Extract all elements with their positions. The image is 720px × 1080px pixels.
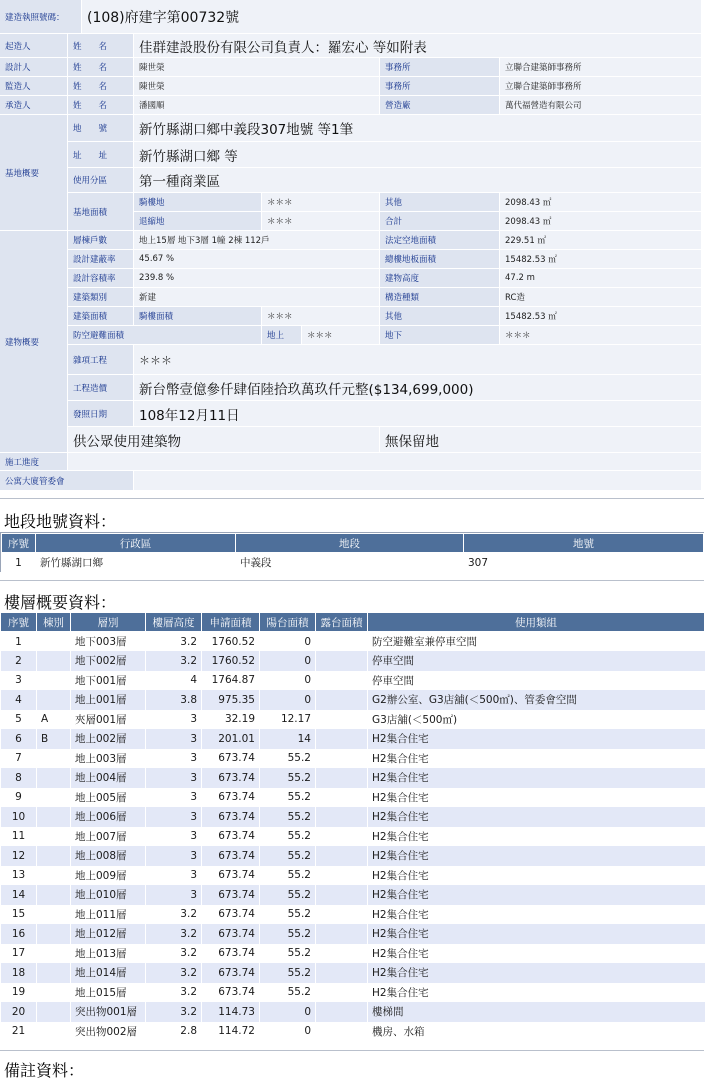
site-setback: ＊＊＊ xyxy=(262,212,380,231)
floor-area-value: 15482.53 ㎡ xyxy=(500,250,702,269)
floor-cell-terrace xyxy=(316,963,368,983)
floor-cell-terrace xyxy=(316,788,368,808)
floor-cell-building xyxy=(37,651,71,671)
floor-cell-area: 1760.52 xyxy=(202,651,260,671)
supervisor-name-label: 姓 名 xyxy=(68,77,134,96)
far-value: 239.8 % xyxy=(134,269,380,288)
floor-cell-usage: H2集合住宅 xyxy=(368,749,705,769)
land-header-lot: 地號 xyxy=(464,534,704,553)
floor-cell-level: 突出物001層 xyxy=(71,1002,146,1022)
floors-header-level: 層別 xyxy=(71,613,146,632)
site-total: 2098.43 ㎡ xyxy=(500,212,702,231)
floor-cell-no: 19 xyxy=(1,983,37,1003)
floor-row xyxy=(1,905,705,925)
floor-cell-balcony: 55.2 xyxy=(260,944,316,964)
floor-cell-level: 突出物002層 xyxy=(71,1022,146,1042)
floor-cell-area: 673.74 xyxy=(202,827,260,847)
floor-cell-usage: H2集合住宅 xyxy=(368,846,705,866)
section-divider xyxy=(0,580,704,581)
build-area-label: 建築面積 xyxy=(68,307,134,326)
land-header-no: 序號 xyxy=(2,534,36,553)
floor-row xyxy=(1,632,705,652)
floor-cell-area: 673.74 xyxy=(202,866,260,886)
floor-cell-no: 15 xyxy=(1,905,37,925)
floor-cell-usage: 樓梯間 xyxy=(368,1002,705,1022)
floor-cell-level: 地上009層 xyxy=(71,866,146,886)
floor-row xyxy=(1,710,705,730)
floor-cell-balcony: 55.2 xyxy=(260,788,316,808)
floor-cell-building xyxy=(37,827,71,847)
floor-cell-no: 20 xyxy=(1,1002,37,1022)
floor-cell-usage: H2集合住宅 xyxy=(368,729,705,749)
site-total-label: 合計 xyxy=(380,212,500,231)
floor-cell-height: 3 xyxy=(146,846,202,866)
floors-header-balcony: 陽台面積 xyxy=(260,613,316,632)
land-cell-district: 新竹縣湖口鄉 xyxy=(36,553,236,573)
floor-cell-terrace xyxy=(316,983,368,1003)
floor-cell-area: 114.72 xyxy=(202,1022,260,1042)
floor-cell-terrace xyxy=(316,827,368,847)
floor-cell-terrace xyxy=(316,846,368,866)
supervisor-office: 立聯合建築師事務所 xyxy=(500,77,702,96)
floor-cell-level: 地上001層 xyxy=(71,690,146,710)
site-arcade: ＊＊＊ xyxy=(262,193,380,212)
site-setback-label: 退縮地 xyxy=(134,212,262,231)
floor-cell-no: 13 xyxy=(1,866,37,886)
land-row xyxy=(2,553,704,573)
land-section-title: 地段地號資料： xyxy=(4,512,117,531)
floors-header-no: 序號 xyxy=(1,613,37,632)
floor-cell-usage: H2集合住宅 xyxy=(368,827,705,847)
floor-cell-usage: H2集合住宅 xyxy=(368,963,705,983)
floor-cell-terrace xyxy=(316,1022,368,1042)
section-divider xyxy=(0,1050,704,1051)
floors-header-terrace: 露台面積 xyxy=(316,613,368,632)
floor-cell-terrace xyxy=(316,807,368,827)
floor-cell-building xyxy=(37,905,71,925)
floor-cell-balcony: 0 xyxy=(260,632,316,652)
remarks-section-title: 備註資料： xyxy=(4,1061,85,1080)
floor-cell-no: 12 xyxy=(1,846,37,866)
floor-cell-terrace xyxy=(316,632,368,652)
floor-cell-area: 673.74 xyxy=(202,768,260,788)
floor-row xyxy=(1,1002,705,1022)
floor-cell-usage: H2集合住宅 xyxy=(368,866,705,886)
floor-cell-balcony: 12.17 xyxy=(260,710,316,730)
floor-cell-level: 地下001層 xyxy=(71,671,146,691)
floor-cell-height: 3.2 xyxy=(146,632,202,652)
floor-row xyxy=(1,749,705,769)
category-value: 新建 xyxy=(134,288,380,307)
misc-label: 雜項工程 xyxy=(68,345,134,375)
floor-cell-level: 地上004層 xyxy=(71,768,146,788)
floor-row xyxy=(1,729,705,749)
floor-cell-level: 地上003層 xyxy=(71,749,146,769)
floor-cell-no: 21 xyxy=(1,1022,37,1042)
designer-office: 立聯合建築師事務所 xyxy=(500,58,702,77)
floor-cell-usage: H2集合住宅 xyxy=(368,983,705,1003)
floor-cell-building xyxy=(37,846,71,866)
floors-section-title: 樓層概要資料： xyxy=(4,593,117,612)
floor-area-label: 總樓地板面積 xyxy=(380,250,500,269)
other-area-value: 15482.53 ㎡ xyxy=(500,307,702,326)
arcade-area-value: ＊＊＊ xyxy=(262,307,380,326)
floor-cell-no: 16 xyxy=(1,924,37,944)
floor-cell-level: 地上002層 xyxy=(71,729,146,749)
floor-row xyxy=(1,671,705,691)
floor-cell-height: 3 xyxy=(146,827,202,847)
floor-cell-area: 1764.87 xyxy=(202,671,260,691)
floor-cell-height: 3.2 xyxy=(146,905,202,925)
supervisor-office-label: 事務所 xyxy=(380,77,500,96)
floor-cell-area: 673.74 xyxy=(202,846,260,866)
floor-cell-balcony: 55.2 xyxy=(260,905,316,925)
floor-cell-no: 11 xyxy=(1,827,37,847)
floor-cell-building xyxy=(37,788,71,808)
floor-cell-height: 3 xyxy=(146,788,202,808)
floor-cell-level: 地下003層 xyxy=(71,632,146,652)
floors-table-frame xyxy=(0,612,704,1042)
section-divider xyxy=(0,498,704,499)
floor-cell-balcony: 55.2 xyxy=(260,963,316,983)
site-addr-label: 址 址 xyxy=(68,142,134,168)
floor-row xyxy=(1,788,705,808)
floor-cell-building xyxy=(37,944,71,964)
land-header-section: 地段 xyxy=(236,534,464,553)
date-label: 發照日期 xyxy=(68,401,134,427)
floor-cell-height: 4 xyxy=(146,671,202,691)
floor-cell-no: 5 xyxy=(1,710,37,730)
floor-cell-area: 673.74 xyxy=(202,788,260,808)
floor-cell-height: 3.2 xyxy=(146,1002,202,1022)
floor-cell-building xyxy=(37,983,71,1003)
floors-header-building: 棟別 xyxy=(37,613,71,632)
height-label: 建物高度 xyxy=(380,269,500,288)
floor-cell-area: 673.74 xyxy=(202,944,260,964)
floors-label: 層棟戶數 xyxy=(68,231,134,250)
cost-label: 工程造價 xyxy=(68,375,134,401)
date-value: 108年12月11日 xyxy=(134,401,702,427)
coverage-label: 設計建蔽率 xyxy=(68,250,134,269)
floor-cell-building xyxy=(37,866,71,886)
floor-cell-balcony: 55.2 xyxy=(260,846,316,866)
floor-cell-usage: H2集合住宅 xyxy=(368,788,705,808)
floor-cell-terrace xyxy=(316,924,368,944)
shelter-above-label: 地上 xyxy=(262,326,302,345)
floor-cell-level: 地上011層 xyxy=(71,905,146,925)
reserved-land-value: 無保留地 xyxy=(380,427,702,453)
floors-header-height: 樓層高度 xyxy=(146,613,202,632)
height-value: 47.2 m xyxy=(500,269,702,288)
misc-value: ＊＊＊ xyxy=(134,345,702,375)
building-group-label: 建物概要 xyxy=(0,231,68,453)
structure-label: 構造種類 xyxy=(380,288,500,307)
floor-cell-balcony: 0 xyxy=(260,1002,316,1022)
floor-cell-terrace xyxy=(316,729,368,749)
floor-cell-usage: 停車空間 xyxy=(368,671,705,691)
floor-cell-area: 673.74 xyxy=(202,885,260,905)
floor-row xyxy=(1,1022,705,1042)
floor-cell-area: 673.74 xyxy=(202,905,260,925)
floor-cell-balcony: 0 xyxy=(260,671,316,691)
floor-cell-terrace xyxy=(316,768,368,788)
supervisor-name: 陳世榮 xyxy=(134,77,380,96)
floor-row xyxy=(1,846,705,866)
designer-name: 陳世榮 xyxy=(134,58,380,77)
floor-cell-level: 夾層001層 xyxy=(71,710,146,730)
floor-cell-no: 8 xyxy=(1,768,37,788)
contractor-office: 萬代福營造有限公司 xyxy=(500,96,702,115)
floor-cell-balcony: 0 xyxy=(260,1022,316,1042)
floor-cell-level: 地上015層 xyxy=(71,983,146,1003)
floor-row xyxy=(1,963,705,983)
designer-role: 設計人 xyxy=(0,58,68,77)
floor-cell-height: 3 xyxy=(146,807,202,827)
supervisor-role: 監造人 xyxy=(0,77,68,96)
floor-cell-usage: H2集合住宅 xyxy=(368,885,705,905)
floor-cell-usage: G2辦公室、G3店舖(＜500㎡)、管委會空間 xyxy=(368,690,705,710)
floor-cell-usage: H2集合住宅 xyxy=(368,768,705,788)
designer-name-label: 姓 名 xyxy=(68,58,134,77)
floor-cell-building xyxy=(37,690,71,710)
floor-cell-balcony: 0 xyxy=(260,651,316,671)
open-space-label: 法定空地面積 xyxy=(380,231,500,250)
floor-cell-area: 673.74 xyxy=(202,749,260,769)
floor-cell-no: 2 xyxy=(1,651,37,671)
floor-cell-balcony: 55.2 xyxy=(260,983,316,1003)
floor-cell-height: 3.2 xyxy=(146,944,202,964)
site-addr: 新竹縣湖口鄉 等 xyxy=(134,142,702,168)
floor-cell-no: 14 xyxy=(1,885,37,905)
floor-cell-height: 3 xyxy=(146,768,202,788)
floor-cell-usage: 防空避難室兼停車空間 xyxy=(368,632,705,652)
floor-cell-usage: H2集合住宅 xyxy=(368,924,705,944)
floor-cell-building: A xyxy=(37,710,71,730)
owner-name: 佳群建設股份有限公司負責人：羅宏心 等如附表 xyxy=(134,34,702,58)
floor-cell-terrace xyxy=(316,944,368,964)
structure-value: RC造 xyxy=(500,288,702,307)
floor-cell-height: 3.2 xyxy=(146,924,202,944)
site-other: 2098.43 ㎡ xyxy=(500,193,702,212)
designer-office-label: 事務所 xyxy=(380,58,500,77)
floor-cell-building xyxy=(37,1002,71,1022)
site-arcade-label: 騎樓地 xyxy=(134,193,262,212)
floor-cell-level: 地上013層 xyxy=(71,944,146,964)
floor-cell-no: 3 xyxy=(1,671,37,691)
floor-cell-height: 3.2 xyxy=(146,983,202,1003)
floor-cell-no: 6 xyxy=(1,729,37,749)
committee-label: 公寓大廈管委會 xyxy=(0,471,134,491)
contractor-office-label: 營造廠 xyxy=(380,96,500,115)
shelter-label: 防空避難面積 xyxy=(68,326,262,345)
floor-cell-no: 17 xyxy=(1,944,37,964)
site-zone-label: 使用分區 xyxy=(68,168,134,193)
public-use-value: 供公眾使用建築物 xyxy=(68,427,380,453)
floor-cell-terrace xyxy=(316,690,368,710)
committee-value xyxy=(134,471,702,491)
floor-cell-terrace xyxy=(316,651,368,671)
floor-cell-balcony: 14 xyxy=(260,729,316,749)
arcade-area-label: 騎樓面積 xyxy=(134,307,262,326)
floor-cell-level: 地上005層 xyxy=(71,788,146,808)
floor-row xyxy=(1,885,705,905)
floor-cell-balcony: 55.2 xyxy=(260,827,316,847)
floor-cell-usage: G3店舖(＜500㎡) xyxy=(368,710,705,730)
floor-cell-terrace xyxy=(316,671,368,691)
floor-cell-building xyxy=(37,885,71,905)
floor-cell-balcony: 55.2 xyxy=(260,866,316,886)
land-header-district: 行政區 xyxy=(36,534,236,553)
permit-table xyxy=(0,0,720,500)
category-label: 建築類別 xyxy=(68,288,134,307)
floor-cell-no: 9 xyxy=(1,788,37,808)
floors-table xyxy=(0,612,705,1041)
floor-cell-building: B xyxy=(37,729,71,749)
floor-row xyxy=(1,807,705,827)
far-label: 設計容積率 xyxy=(68,269,134,288)
floor-cell-area: 114.73 xyxy=(202,1002,260,1022)
floor-cell-building xyxy=(37,924,71,944)
floor-cell-no: 10 xyxy=(1,807,37,827)
floor-cell-no: 7 xyxy=(1,749,37,769)
floor-cell-area: 673.74 xyxy=(202,963,260,983)
floor-cell-terrace xyxy=(316,905,368,925)
open-space-value: 229.51 ㎡ xyxy=(500,231,702,250)
site-zone: 第一種商業區 xyxy=(134,168,702,193)
floor-cell-height: 3.2 xyxy=(146,963,202,983)
floor-cell-area: 673.74 xyxy=(202,807,260,827)
floor-row xyxy=(1,827,705,847)
floor-cell-height: 3 xyxy=(146,885,202,905)
floor-cell-terrace xyxy=(316,710,368,730)
floors-header-area: 申請面積 xyxy=(202,613,260,632)
floor-cell-usage: 機房、水箱 xyxy=(368,1022,705,1042)
floor-cell-terrace xyxy=(316,749,368,769)
floor-cell-no: 18 xyxy=(1,963,37,983)
floor-cell-terrace xyxy=(316,885,368,905)
floor-row xyxy=(1,768,705,788)
floor-cell-area: 32.19 xyxy=(202,710,260,730)
floor-row xyxy=(1,944,705,964)
floor-cell-no: 1 xyxy=(1,632,37,652)
floor-row xyxy=(1,866,705,886)
site-area-label: 基地面積 xyxy=(68,193,134,231)
floor-cell-level: 地上010層 xyxy=(71,885,146,905)
floor-cell-level: 地下002層 xyxy=(71,651,146,671)
shelter-below-value: ＊＊＊ xyxy=(500,326,702,345)
floor-row xyxy=(1,983,705,1003)
land-cell-no: 1 xyxy=(2,553,36,573)
floor-cell-building xyxy=(37,807,71,827)
floor-row xyxy=(1,690,705,710)
floor-cell-building xyxy=(37,1022,71,1042)
floor-cell-terrace xyxy=(316,1002,368,1022)
floor-cell-usage: H2集合住宅 xyxy=(368,905,705,925)
owner-name-label: 姓 名 xyxy=(68,34,134,58)
floor-cell-height: 2.8 xyxy=(146,1022,202,1042)
land-cell-lot: 307 xyxy=(464,553,704,573)
floor-cell-area: 673.74 xyxy=(202,924,260,944)
floor-cell-level: 地上008層 xyxy=(71,846,146,866)
floor-cell-area: 975.35 xyxy=(202,690,260,710)
floor-cell-area: 201.01 xyxy=(202,729,260,749)
shelter-below-label: 地下 xyxy=(380,326,500,345)
floor-cell-building xyxy=(37,671,71,691)
floor-cell-height: 3 xyxy=(146,710,202,730)
floor-cell-level: 地上014層 xyxy=(71,963,146,983)
site-other-label: 其他 xyxy=(380,193,500,212)
other-area-label: 其他 xyxy=(380,307,500,326)
floor-cell-building xyxy=(37,749,71,769)
shelter-above-value: ＊＊＊ xyxy=(302,326,380,345)
floor-cell-balcony: 55.2 xyxy=(260,885,316,905)
floor-cell-height: 3.2 xyxy=(146,651,202,671)
floor-cell-area: 673.74 xyxy=(202,983,260,1003)
site-group-label: 基地概要 xyxy=(0,115,68,231)
floor-cell-level: 地上012層 xyxy=(71,924,146,944)
floor-cell-balcony: 0 xyxy=(260,690,316,710)
floor-cell-building xyxy=(37,963,71,983)
floor-row xyxy=(1,651,705,671)
contractor-name: 潘國順 xyxy=(134,96,380,115)
progress-value xyxy=(68,453,702,471)
floor-cell-usage: H2集合住宅 xyxy=(368,807,705,827)
floors-table-body xyxy=(1,632,705,1042)
floor-cell-level: 地上007層 xyxy=(71,827,146,847)
floor-cell-balcony: 55.2 xyxy=(260,768,316,788)
floor-cell-no: 4 xyxy=(1,690,37,710)
floor-cell-building xyxy=(37,632,71,652)
floor-cell-height: 3.8 xyxy=(146,690,202,710)
contractor-role: 承造人 xyxy=(0,96,68,115)
cost-value: 新台幣壹億參仟肆佰陸拾玖萬玖仟元整($134,699,000) xyxy=(134,375,702,401)
permit-no-label: 建造執照號碼： xyxy=(0,0,82,34)
site-lot-label: 地 號 xyxy=(68,115,134,142)
floor-cell-usage: 停車空間 xyxy=(368,651,705,671)
floor-cell-level: 地上006層 xyxy=(71,807,146,827)
permit-no: (108)府建字第00732號 xyxy=(82,0,702,34)
site-lot: 新竹縣湖口鄉中義段307地號 等1筆 xyxy=(134,115,702,142)
owner-role: 起造人 xyxy=(0,34,68,58)
floor-cell-height: 3 xyxy=(146,749,202,769)
floor-row xyxy=(1,924,705,944)
coverage-value: 45.67 % xyxy=(134,250,380,269)
contractor-name-label: 姓 名 xyxy=(68,96,134,115)
floor-cell-balcony: 55.2 xyxy=(260,807,316,827)
floor-cell-height: 3 xyxy=(146,866,202,886)
floor-cell-height: 3 xyxy=(146,729,202,749)
floors-value: 地上15層 地下3層 1幢 2棟 112戶 xyxy=(134,231,380,250)
land-cell-section: 中義段 xyxy=(236,553,464,573)
floor-cell-building xyxy=(37,768,71,788)
land-table xyxy=(1,533,704,572)
land-table-frame xyxy=(0,532,704,572)
floor-cell-usage: H2集合住宅 xyxy=(368,944,705,964)
progress-label: 施工進度 xyxy=(0,453,68,471)
floor-cell-balcony: 55.2 xyxy=(260,924,316,944)
floor-cell-area: 1760.52 xyxy=(202,632,260,652)
floors-header-usage: 使用類組 xyxy=(368,613,705,632)
floor-cell-terrace xyxy=(316,866,368,886)
floor-cell-balcony: 55.2 xyxy=(260,749,316,769)
